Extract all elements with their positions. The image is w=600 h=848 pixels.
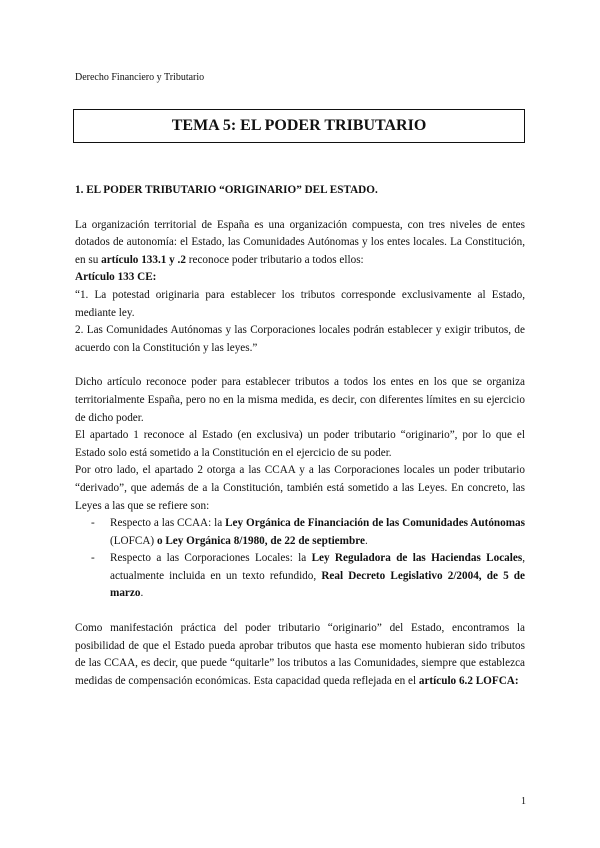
law-name: Ley Orgánica de Financiación de las Comunidades Autónomas [225, 517, 525, 530]
article-reference: artículo 133.1 y .2 [101, 253, 186, 266]
law-name: Ley Reguladora de las Haciendas Locales [311, 552, 523, 565]
quote-item-2: 2. Las Comunidades Autónomas y las Corporaciones locales podrán establecer y exigir tributos, de acuerdo con la Constitución y las leyes.” [75, 324, 525, 354]
list-item-text: . [140, 587, 144, 600]
list-item [75, 515, 525, 550]
list-item-text: , actualmente incluida en un texto refundido, [110, 552, 525, 582]
quote-item-1: “1. La potestad originaria para establecer los tributos corresponde exclusivamente al Estado, mediante ley. [75, 288, 525, 319]
paragraph-5-text: Como manifestación práctica del poder tributario “originario” del Estado, encontramos la posibilidad de que el Estado pueda aprobar tributos que hasta ese momento hubieran sido tributos de las CCAA, es decir, que puede “quitarle” los tributos a las Comunidades, siempre que establezca medidas de compensación económicas. Esta capacidad queda reflejada en el [75, 622, 525, 687]
page-title: TEMA 5: EL PODER TRIBUTARIO [171, 117, 427, 134]
law-list [75, 515, 525, 603]
article-label: Artículo 133 CE: [75, 271, 157, 284]
title-box [73, 109, 525, 143]
document-body [75, 182, 525, 690]
paragraph-intro-tail: reconoce poder tributario a todos ellos: [185, 253, 364, 266]
law-reference: o Ley Orgánica 8/1980, de 22 de septiembre [156, 534, 365, 547]
paragraph-4: Por otro lado, el apartado 2 otorga a las CCAA y a las Corporaciones locales un poder tributario “derivado”, que además de a la Constitución, también está sometido a las Leyes. En concreto, las Leyes a las que se refiere son: [75, 464, 525, 512]
law-reference: Real Decreto Legislativo 2/2004, de 5 de marzo [110, 569, 525, 600]
paragraph-5 [75, 620, 525, 690]
list-item-text: (LOFCA) [110, 534, 157, 547]
paragraph-2: Dicho artículo reconoce poder para establecer tributos a todos los entes en los que se organiza territorialmente España, pero no en la misma medida, es decir, con diferentes límites en su ejercicio de dicho poder. [75, 376, 525, 424]
list-item-text: Respecto a las Corporaciones Locales: la [110, 552, 312, 565]
running-header: Derecho Financiero y Tributario [75, 72, 205, 83]
list-item-text: Respecto a las CCAA: la [110, 517, 226, 530]
paragraph-intro [75, 217, 525, 270]
article-reference: artículo 6.2 LOFCA: [418, 674, 519, 687]
paragraph-intro-text: La organización territorial de España es una organización compuesta, con tres niveles de entes dotados de autonomía: el Estado, las Comunidades Autónomas y los entes locales. La Constitución, en su [75, 218, 525, 266]
page-number: 1 [521, 796, 526, 807]
list-item [75, 550, 525, 603]
section-heading: 1. EL PODER TRIBUTARIO “ORIGINARIO” DEL ESTADO. [75, 184, 378, 196]
list-item-text: . [364, 534, 368, 547]
paragraph-3: El apartado 1 reconoce al Estado (en exclusiva) un poder tributario “originario”, por lo que el Estado solo está sometido a la Constitución en el ejercicio de su poder. [75, 429, 525, 459]
